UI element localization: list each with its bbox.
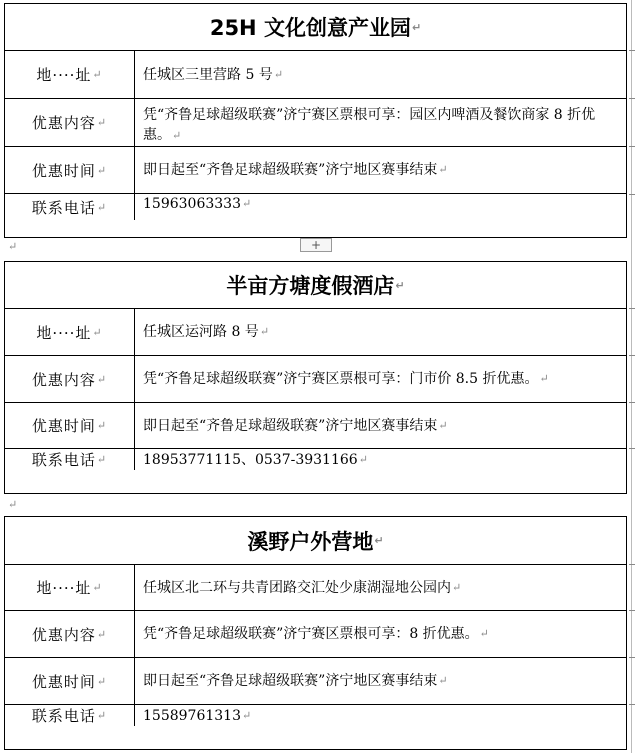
row-end-tick	[629, 564, 635, 565]
period-value: 即日起至“齐鲁足球超级联赛”济宁地区赛事结束 ↵	[143, 673, 448, 689]
row-end-tick	[629, 610, 635, 611]
period-value: 即日起至“齐鲁足球超级联赛”济宁地区赛事结束 ↵	[143, 162, 448, 178]
venue-title-row	[5, 262, 626, 308]
phone-value: 18953771115、0537-3931166 ↵	[143, 451, 368, 468]
address-row	[5, 564, 626, 610]
address-value: 任城区三里营路 5 号 ↵	[143, 66, 284, 83]
period-value: 即日起至“齐鲁足球超级联赛”济宁地区赛事结束 ↵	[143, 417, 448, 434]
row-end-tick	[629, 98, 635, 99]
discount-label: 优惠内容 ↵	[5, 356, 135, 402]
venue-title: 半亩方塘度假酒店	[226, 274, 395, 298]
phone-value: 15963063333 ↵	[143, 196, 252, 212]
cell-end-mark: ↵	[374, 534, 384, 547]
period-label: 优惠时间 ↵	[5, 147, 135, 193]
venue-title: 25H 文化创意产业园	[209, 16, 411, 40]
venue-title-row	[5, 4, 626, 50]
row-end-tick	[629, 194, 635, 195]
address-row	[5, 50, 626, 98]
row-end-tick	[629, 146, 635, 147]
discount-value: 凭“齐鲁足球超级联赛”济宁赛区票根可享：园区内啤酒及餐饮商家 8 折优惠。↵	[143, 107, 596, 143]
page-edge-guide	[631, 0, 632, 753]
phone-label: 联系电话 ↵	[5, 705, 135, 726]
address-label: 地····址 ↵	[5, 51, 135, 98]
period-row	[5, 402, 626, 448]
address-label: 地····址 ↵	[5, 565, 135, 610]
row-end-tick	[629, 50, 635, 51]
phone-row	[5, 193, 626, 220]
discount-value: 凭“齐鲁足球超级联赛”济宁赛区票根可享：8 折优惠。 ↵	[143, 626, 489, 642]
venue-table-3	[4, 516, 627, 750]
venue-title: 溪野户外营地	[247, 529, 374, 554]
address-row	[5, 308, 626, 355]
phone-label: 联系电话 ↵	[5, 449, 135, 470]
venue-table-1	[4, 3, 627, 238]
row-end-tick	[629, 308, 635, 309]
discount-value: 凭“齐鲁足球超级联赛”济宁赛区票根可享：门市价 8.5 折优惠。 ↵	[143, 371, 549, 387]
discount-label: 优惠内容 ↵	[5, 611, 135, 657]
address-value: 任城区北二环与共青团路交汇处少康湖湿地公园内 ↵	[143, 579, 462, 596]
venue-table-2	[4, 261, 627, 494]
period-label: 优惠时间 ↵	[5, 403, 135, 448]
phone-label: 联系电话 ↵	[5, 194, 135, 220]
row-end-tick	[629, 448, 635, 449]
phone-value: 15589761313 ↵	[143, 707, 252, 724]
row-end-tick	[629, 657, 635, 658]
phone-row	[5, 704, 626, 726]
phone-row	[5, 448, 626, 470]
venue-title-row	[5, 517, 626, 564]
paragraph-mark: ↵	[8, 498, 18, 511]
address-label: 地····址 ↵	[5, 309, 135, 355]
cell-end-mark: ↵	[395, 278, 405, 292]
paragraph-mark: ↵	[8, 240, 18, 253]
address-value: 任城区运河路 8 号 ↵	[143, 324, 270, 340]
row-end-tick	[629, 402, 635, 403]
discount-row	[5, 355, 626, 402]
period-row	[5, 657, 626, 704]
row-end-tick	[629, 355, 635, 356]
cell-end-mark: ↵	[411, 20, 422, 34]
discount-row	[5, 98, 626, 146]
add-row-button[interactable]: +	[300, 238, 332, 252]
row-end-tick	[629, 704, 635, 705]
period-label: 优惠时间 ↵	[5, 658, 135, 704]
discount-row	[5, 610, 626, 657]
discount-label: 优惠内容 ↵	[5, 99, 135, 146]
period-row	[5, 146, 626, 193]
